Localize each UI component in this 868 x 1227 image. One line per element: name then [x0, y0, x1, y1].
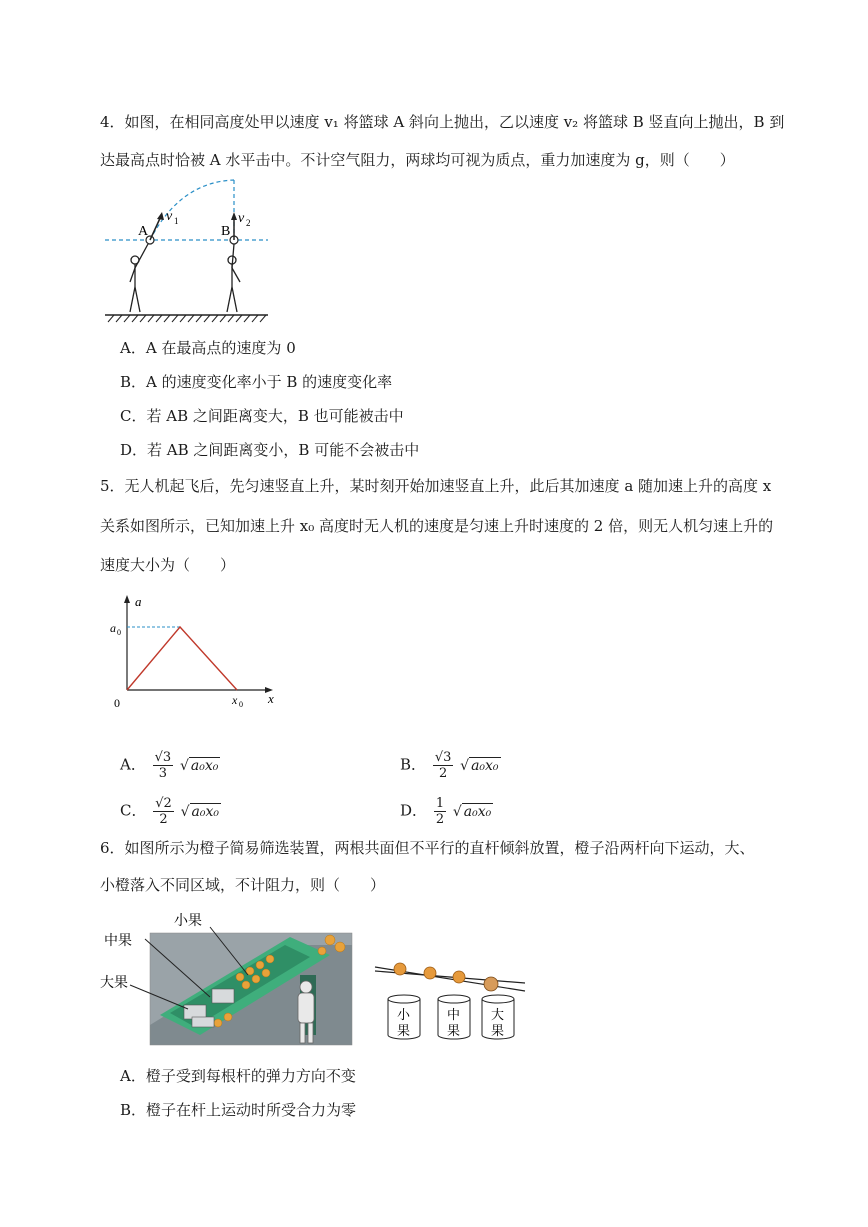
q5-stem-line1: 5．无人机起飞后，先匀速竖直上升，某时刻开始加速竖直上升，此后其加速度 a 随加速上升的高度 x: [100, 477, 772, 495]
q4-option-d[interactable]: D．若 AB 之间距离变小，B 可能不会被击中: [120, 441, 420, 459]
thrower-a-figure: [130, 244, 148, 312]
svg-text:0: 0: [239, 700, 243, 709]
q4-option-b[interactable]: B．A 的速度变化率小于 B 的速度变化率: [120, 373, 393, 391]
svg-text:x: x: [232, 693, 238, 707]
q6-stem-line1: 6．如图所示为橙子简易筛选装置，两根共面但不平行的直杆倾斜放置，橙子沿两杆向下运动，大、: [100, 839, 755, 857]
q5-stem-line2: 关系如图所示，已知加速上升 x₀ 高度时无人机的速度是匀速上升时速度的 2 倍，则无人机匀速上升的: [100, 517, 774, 535]
svg-text:v: v: [166, 209, 173, 224]
q6-stem-line2: 小橙落入不同区域，不计阻力，则（ ）: [100, 876, 386, 894]
svg-text:0: 0: [114, 696, 120, 710]
q5-option-a[interactable]: A． $\frac{√3}{3}$ √ a₀x₀: [120, 750, 219, 781]
svg-text:a: a: [110, 621, 116, 635]
a-x-curve: [127, 627, 237, 690]
q4-stem-line2: 达最高点时恰被 A 水平击中。不计空气阻力，两球均可视为质点，重力加速度为 g，则（ ）: [100, 151, 735, 169]
q5-graph: [100, 590, 280, 715]
q5-option-d[interactable]: D． $\frac{1}{2}$ √ a₀x₀: [400, 796, 492, 827]
svg-text:果: 果: [447, 1024, 461, 1039]
svg-text:2: 2: [246, 218, 251, 228]
thrower-b-figure: [227, 244, 240, 312]
svg-text:果: 果: [491, 1024, 505, 1039]
q6-option-a[interactable]: A．橙子受到每根杆的弹力方向不变: [120, 1067, 356, 1085]
svg-text:小: 小: [397, 1008, 411, 1023]
q4-figure: [100, 172, 280, 324]
q5-option-b[interactable]: B． $\frac{√3}{2}$ √ a₀x₀: [400, 750, 499, 781]
label-b: B: [221, 224, 231, 239]
svg-text:果: 果: [397, 1024, 411, 1039]
svg-text:1: 1: [174, 216, 179, 226]
svg-text:v: v: [238, 211, 245, 226]
q4-option-a[interactable]: A．A 在最高点的速度为 0: [120, 339, 296, 357]
q4-option-c[interactable]: C．若 AB 之间距离变大，B 也可能被击中: [120, 407, 404, 425]
svg-text:中: 中: [447, 1008, 461, 1023]
q4-stem-line1: 4．如图，在相同高度处甲以速度 v₁ 将篮球 A 斜向上抛出，乙以速度 v₂ 将篮球 B 竖直向上抛出，B 到: [100, 113, 785, 131]
q5-stem-line3: 速度大小为（ ）: [100, 556, 236, 574]
q6-option-b[interactable]: B．橙子在杆上运动时所受合力为零: [120, 1101, 357, 1119]
svg-text:0: 0: [117, 628, 121, 637]
svg-text:大: 大: [491, 1008, 505, 1023]
label-a: A: [138, 224, 149, 239]
sorting-schematic: [370, 955, 530, 1045]
label-medium-fruit: 中果: [104, 933, 132, 949]
label-large-fruit: 大果: [100, 975, 128, 991]
svg-text:a: a: [135, 594, 142, 609]
sorting-machine-image: [100, 905, 358, 1047]
label-small-fruit: 小果: [174, 913, 202, 929]
svg-text:x: x: [268, 691, 274, 706]
q5-option-c[interactable]: C． $\frac{√2}{2}$ √ a₀x₀: [120, 796, 219, 827]
